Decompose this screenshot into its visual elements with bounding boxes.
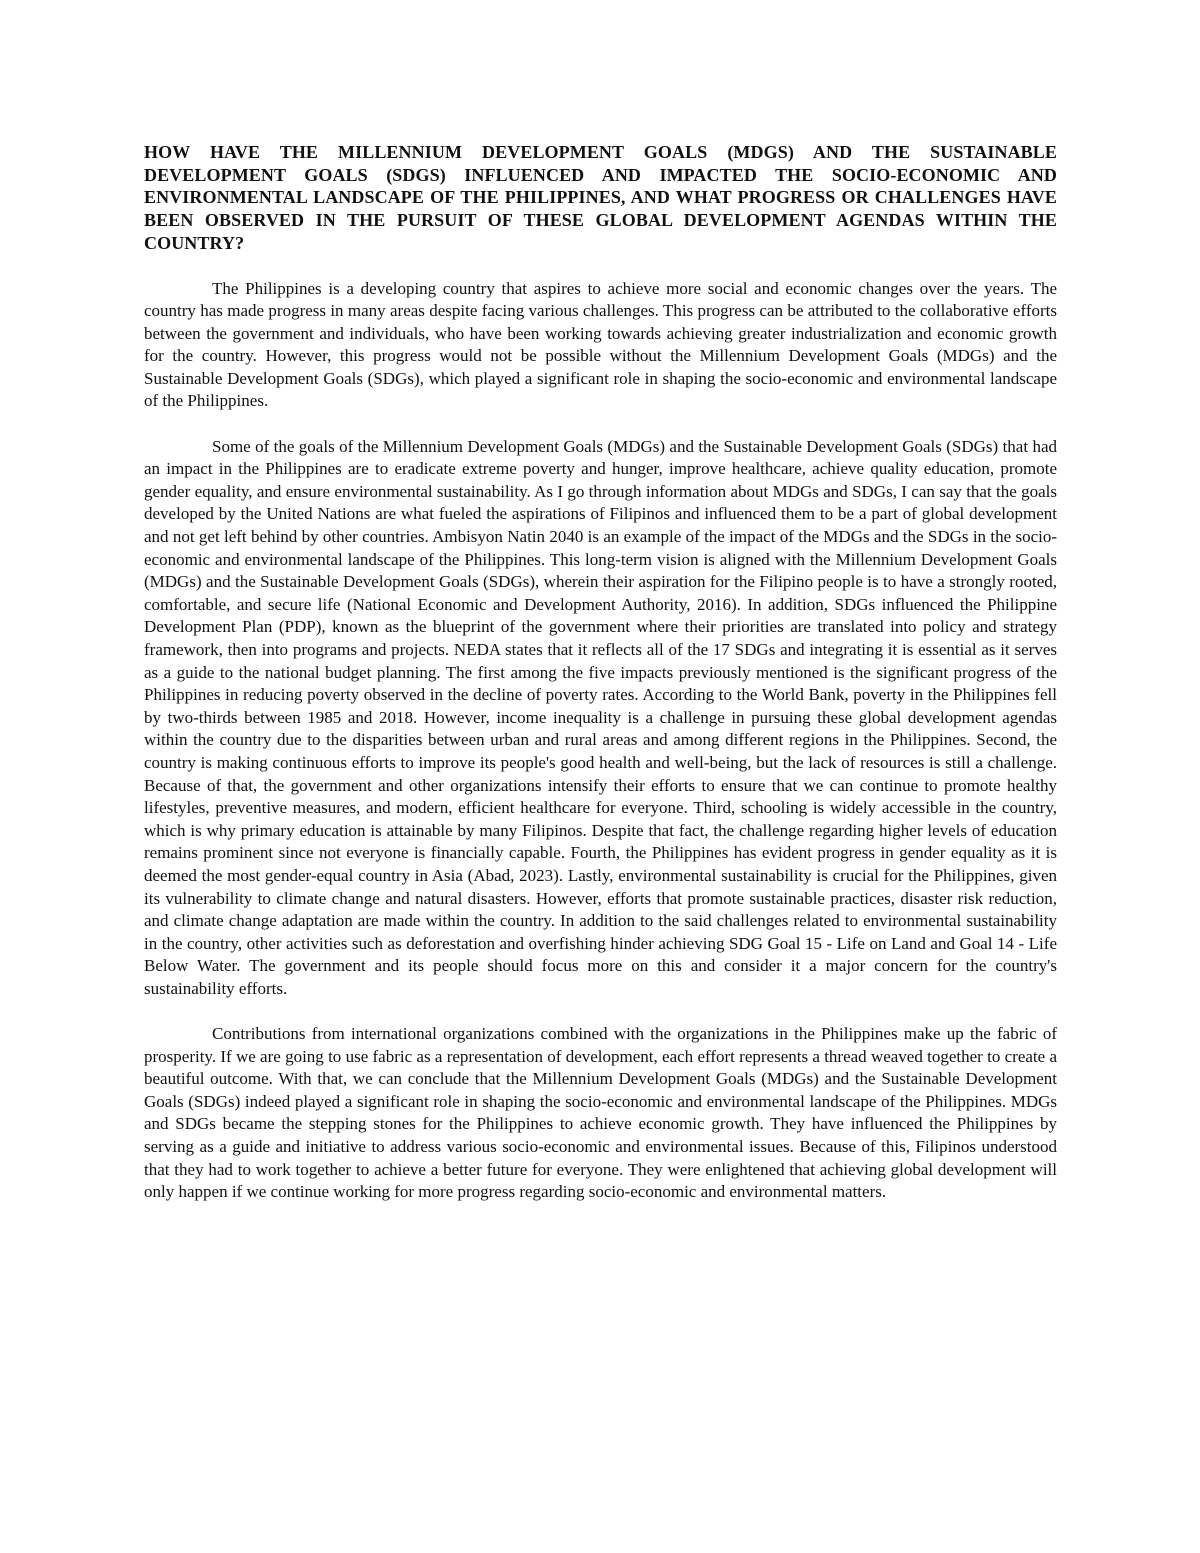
document-title: HOW HAVE THE MILLENNIUM DEVELOPMENT GOALS (MDGS) AND THE SUSTAINABLE DEVELOPMENT GOALS (SDGS) INFLUENCED AND IMPACTED THE SOCIO-ECONOMIC AND ENVIRONMENTAL LANDSCAPE OF THE PHILIPPINES, AND WHAT PROGRESS OR CHALLENGES HAVE BEEN OBSERVED IN THE PURSUIT OF THESE GLOBAL DEVELOPMENT AGENDAS WITHIN THE COUNTRY?: [144, 142, 1057, 253]
paragraph-conclusion: Contributions from international organizations combined with the organizations in the Philippines make up the fabric of prosperity. If we are going to use fabric as a representation of development, each effort represents a thread weaved together to create a beautiful outcome. With that, we can conclude that the Millennium Development Goals (MDGs) and the Sustainable Development Goals (SDGs) indeed played a significant role in shaping the socio-economic and environmental landscape of the Philippines. MDGs and SDGs became the stepping stones for the Philippines to achieve economic growth. They have influenced the Philippines by serving as a guide and initiative to address various socio-economic and environmental issues. Because of this, Filipinos understood that they had to work together to achieve a better future for everyone. They were enlightened that achieving global development will only happen if we continue working for more progress regarding socio-economic and environmental matters.: [144, 1024, 1057, 1202]
document-body: [144, 141, 1057, 1204]
paragraph-impacts: Some of the goals of the Millennium Development Goals (MDGs) and the Sustainable Development Goals (SDGs) that had an impact in the Philippines are to eradicate extreme poverty and hunger, improve healthcare, achieve quality education, promote gender equality, and ensure environmental sustainability. As I go through information about MDGs and SDGs, I can say that the goals developed by the United Nations are what fueled the aspirations of Filipinos and influenced them to be a part of global development and not get left behind by other countries. Ambisyon Natin 2040 is an example of the impact of the MDGs and the SDGs in the socio-economic and environmental landscape of the Philippines. This long-term vision is aligned with the Millennium Development Goals (MDGs) and the Sustainable Development Goals (SDGs), wherein their aspiration for the Filipino people is to have a strongly rooted, comfortable, and secure life (National Economic and Development Authority, 2016). In addition, SDGs influenced the Philippine Development Plan (PDP), known as the blueprint of the government where their priorities are translated into policy and strategy framework, then into programs and projects. NEDA states that it reflects all of the 17 SDGs and integrating it is essential as it serves as a guide to the national budget planning. The first among the five impacts previously mentioned is the significant progress of the Philippines in reducing poverty observed in the decline of poverty rates. According to the World Bank, poverty in the Philippines fell by two-thirds between 1985 and 2018. However, income inequality is a challenge in pursuing these global development agendas within the country due to the disparities between urban and rural areas and among different regions in the Philippines. Second, the country is making continuous efforts to improve its people's good health and well-being, but the lack of resources is still a challenge. Because of that, the government and other organizations intensify their efforts to ensure that we can continue to promote healthy lifestyles, preventive measures, and modern, efficient healthcare for everyone. Third, schooling is widely accessible in the country, which is why primary education is attainable by many Filipinos. Despite that fact, the challenge regarding higher levels of education remains prominent since not everyone is financially capable. Fourth, the Philippines has evident progress in gender equality as it is deemed the most gender-equal country in Asia (Abad, 2023). Lastly, environmental sustainability is crucial for the Philippines, given its vulnerability to climate change and natural disasters. However, efforts that promote sustainable practices, disaster risk reduction, and climate change adaptation are made within the country. In addition to the said challenges related to environmental sustainability in the country, other activities such as deforestation and overfishing hinder achieving SDG Goal 15 - Life on Land and Goal 14 - Life Below Water. The government and its people should focus more on this and consider it a major concern for the country's sustainability efforts.: [144, 436, 1057, 998]
paragraph-introduction: The Philippines is a developing country that aspires to achieve more social and economic changes over the years. The country has made progress in many areas despite facing various challenges. This progress can be attributed to the collaborative efforts between the government and individuals, who have been working towards achieving greater industrialization and economic growth for the country. However, this progress would not be possible without the Millennium Development Goals (MDGs) and the Sustainable Development Goals (SDGs), which played a significant role in shaping the socio-economic and environmental landscape of the Philippines.: [144, 278, 1057, 411]
